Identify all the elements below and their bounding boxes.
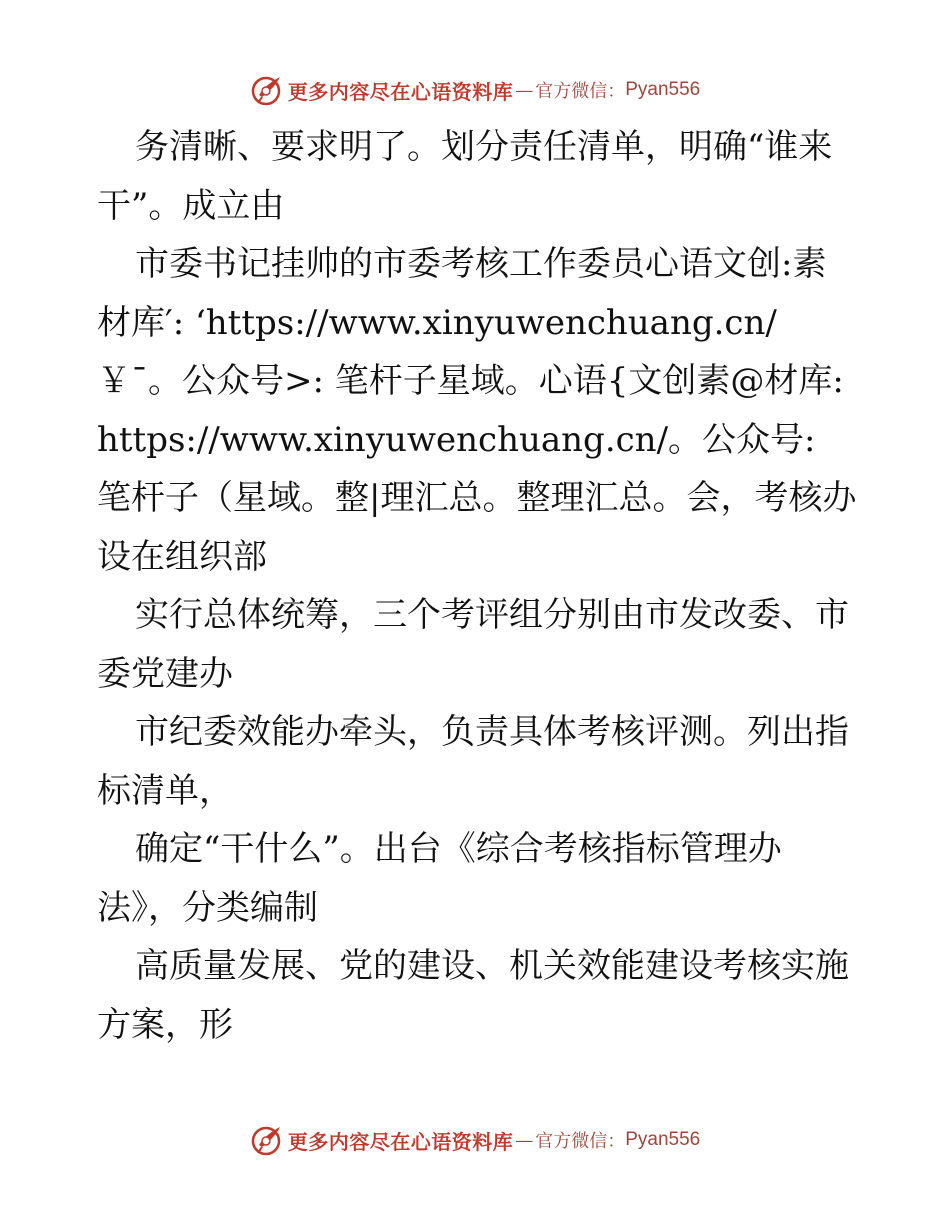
paragraph-5: 确定“干什么”。出台《综合考核指标管理办法》，分类编制 <box>97 829 782 928</box>
footer-wechat-id: Pyan556 <box>625 1129 701 1150</box>
footer-separator: — <box>515 1129 534 1151</box>
header-wechat-id: Pyan556 <box>625 79 701 100</box>
paragraph-2: 市委书记挂帅的市委考核工作委员心语文创:素材库′: ‘https://www.xinyuwenchuang.cn/￥¯。公众号>: 笔杆子星域。心语{文创素@材库: https://www.xinyuwenchuang.cn/。公众号: 笔杆子（星域。整|理汇总。整理汇总。会，考核办设在组织部 <box>97 244 857 577</box>
paragraph-3: 实行总体统筹，三个考评组分别由市发改委、市委党建办 <box>97 595 849 694</box>
footer-banner <box>0 1120 950 1160</box>
document-body <box>97 118 857 1054</box>
header-wechat-label: 官方微信： <box>535 81 626 102</box>
paragraph-4: 市纪委效能办牵头，负责具体考核评测。列出指标清单， <box>97 712 849 811</box>
header-banner <box>0 70 950 110</box>
footer-brand-text: 更多内容尽在心语资料库 <box>287 1129 514 1154</box>
red-quill-logo-icon <box>250 1123 284 1157</box>
paragraph-6: 高质量发展、党的建设、机关效能建设考核实施方案，形 <box>97 946 849 1045</box>
paragraph-1: 务清晰、要求明了。划分责任清单，明确“谁来干”。成立由 <box>97 127 833 226</box>
footer-wechat-label: 官方微信： <box>535 1131 626 1152</box>
header-separator: — <box>515 79 534 101</box>
header-brand-text: 更多内容尽在心语资料库 <box>287 79 514 104</box>
red-quill-logo-icon <box>250 73 284 107</box>
